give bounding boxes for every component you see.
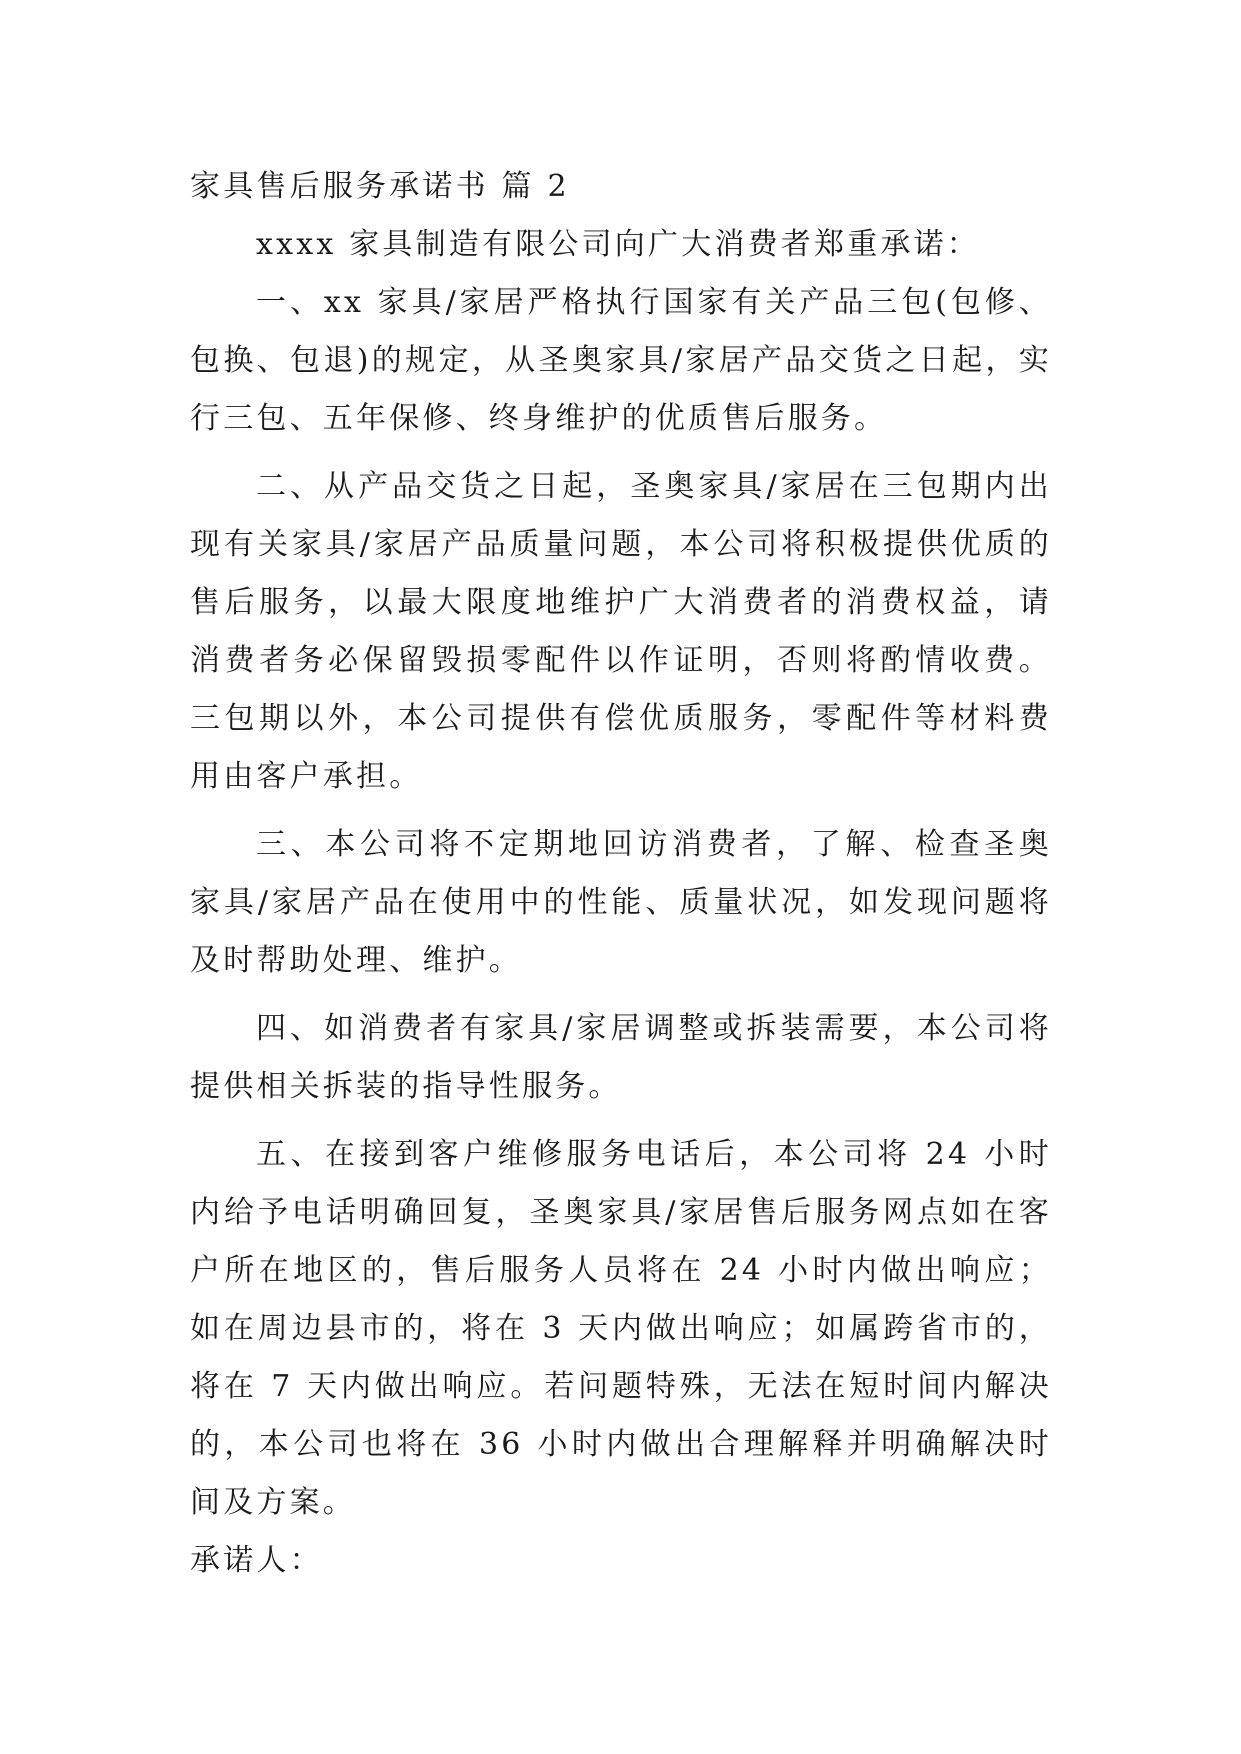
clause-paragraph-4: 四、如消费者有家具/家居调整或拆装需要，本公司将提供相关拆装的指导性服务。 (190, 1011, 1052, 1104)
clause-paragraph-3: 三、本公司将不定期地回访消费者，了解、检查圣奥家具/家居产品在使用中的性能、质量状况，如发现问题将及时帮助处理、维护。 (190, 827, 1052, 978)
intro-paragraph: xxxx 家具制造有限公司向广大消费者郑重承诺： (256, 227, 981, 262)
clause-paragraph-1: 一、xx 家具/家居严格执行国家有关产品三包(包修、包换、包退)的规定，从圣奥家具/家居产品交货之日起，实行三包、五年保修、终身维护的优质售后服务。 (190, 285, 1052, 436)
clause-paragraph-2: 二、从产品交货之日起，圣奥家具/家居在三包期内出现有关家具/家居产品质量问题，本公司将积极提供优质的售后服务，以最大限度地维护广大消费者的消费权益，请消费者务必保留毁损零配件以作证明，否则将酌情收费。三包期以外，本公司提供有偿优质服务，零配件等材料费用由客户承担。 (190, 469, 1052, 794)
clause-paragraph-5: 五、在接到客户维修服务电话后，本公司将 24 小时内给予电话明确回复，圣奥家具/家居售后服务网点如在客户所在地区的，售后服务人员将在 24 小时内做出响应；如在周边县市的，将在 3 天内做出响应；如属跨省市的，将在 7 天内做出响应。若问题特殊，无法在短时间内解决的，本公司也将在 36 小时内做出合理解释并明确解决时间及方案。 (190, 1137, 1052, 1520)
document-body (190, 158, 1052, 1590)
document-title: 家具售后服务承诺书 篇 2 (190, 169, 570, 204)
signer-label: 承诺人： (190, 1543, 323, 1578)
